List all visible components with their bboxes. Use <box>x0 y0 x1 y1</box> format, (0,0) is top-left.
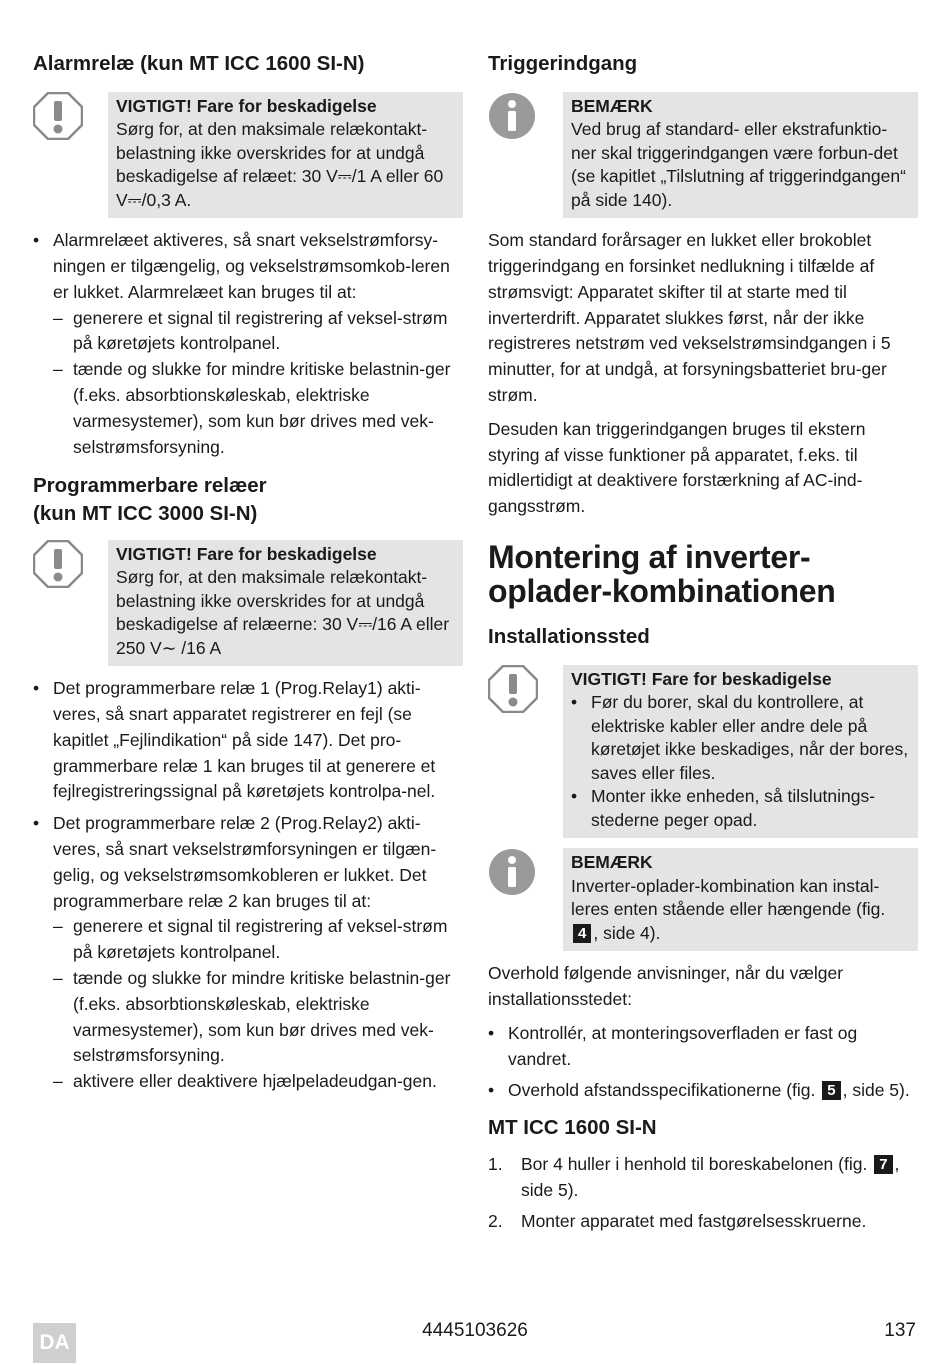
list-item: • Monter ikke enheden, så tilslutnings-stederne peger opad. <box>571 785 910 832</box>
note-head: BEMÆRK <box>571 95 653 116</box>
figure-badge: 5 <box>822 1081 840 1100</box>
warning-head: VIGTIGT! Fare for beskadigelse <box>116 95 377 116</box>
document-code: 4445103626 <box>422 1320 528 1341</box>
heading-programmerbare <box>33 472 463 527</box>
dash-item: – aktivere eller deaktivere hjælpeladeudgan-gen. <box>53 1069 463 1095</box>
heading-line: (kun MT ICC 3000 SI-N) <box>33 502 258 526</box>
warning-head: VIGTIGT! Fare for beskadigelse <box>571 668 832 689</box>
step-text-pre: Bor 4 huller i henhold til boreskabelonen (fig. <box>521 1153 868 1174</box>
step-text-post: , side 5). <box>521 1153 900 1200</box>
list-item: • Kontrollér, at monteringsoverfladen er fast og vandret. <box>488 1021 918 1073</box>
list-item <box>33 228 463 460</box>
step-number: 1. <box>488 1153 503 1174</box>
note-box <box>563 848 918 951</box>
paragraph: Overhold følgende anvisninger, når du vælger installationsstedet: <box>488 963 844 1009</box>
warning-notice-relay <box>33 92 463 219</box>
warning-box <box>108 92 463 219</box>
warning-box <box>563 665 918 839</box>
figure-badge: 7 <box>874 1155 892 1174</box>
info-icon <box>488 848 563 951</box>
list-item-text: Alarmrelæet aktiveres, så snart vekselstrømforsy-ningen er tilgængelig, og vekselstrømsomkob-leren er lukket. Alarmrelæet kan bruges til at: <box>53 230 450 302</box>
note-text: Ved brug af standard- eller ekstrafunktio-ner skal triggerindgangen være forbun-det (se kapitlet „Tilslutning af triggerindgangen“ på side 140). <box>571 119 906 210</box>
info-icon <box>488 92 563 219</box>
steps-list <box>488 1152 918 1235</box>
note-head: BEMÆRK <box>571 852 653 873</box>
heading-installationssted: Installationssted <box>488 625 650 649</box>
paragraph: Desuden kan triggerindgangen bruges til ekstern styring af visse funktioner på apparatet, f.eks. til midlertidigt at deaktivere forstærkning af AC-ind-gangsstrøm. <box>488 418 866 517</box>
list-item: • Det programmerbare relæ 1 (Prog.Relay1) akti-veres, så snart apparatet registrerer en fejl (se kapitlet „Fejlindikation“ på side 147). Det pro-grammerbare relæ 1 kan bruges til at generere et fejlregistreringssignal på køretøjets kontrolpa-nel. <box>33 676 463 805</box>
list-item <box>33 811 463 1095</box>
list-item-pre: Overhold afstandsspecifikationerne (fig. <box>508 1080 816 1101</box>
title-line: oplader-kombinationen <box>488 573 836 610</box>
list-item: • Før du borer, skal du kontrollere, at elektriske kabler eller andre dele på køretøjet ikke beskadiges, når der bores, saves eller files. <box>571 691 910 785</box>
warning-list <box>571 691 910 832</box>
list-item <box>488 1078 918 1104</box>
warning-notice-install <box>488 665 918 839</box>
install-bullet-list <box>488 1021 918 1104</box>
dash-item: – generere et signal til registrering af veksel-strøm på køretøjets kontrolpanel. <box>53 914 463 966</box>
dash-list <box>53 306 463 461</box>
right-column <box>488 50 918 1241</box>
note-box <box>563 92 918 219</box>
language-badge: DA <box>33 1323 76 1363</box>
warning-text: Sørg for, at den maksimale relækontakt-belastning ikke overskrides for at undgå beskadigelse af relæerne: 30 V⎓/16 A eller 250 V∼ /16 A <box>116 567 450 658</box>
dash-list <box>53 914 463 1095</box>
step-item <box>488 1152 918 1204</box>
figure-badge: 4 <box>573 924 591 943</box>
relay-bullet-list <box>33 676 463 1095</box>
list-item-text: Det programmerbare relæ 2 (Prog.Relay2) akti-veres, så snart vekselstrømforsyningen er tilgæn-gelig, og vekselstrømsomkobleren er lukket. Det programmerbare relæ 2 kan bruges til at: <box>53 813 437 911</box>
heading-model: MT ICC 1600 SI-N <box>488 1116 657 1140</box>
dash-item: – tænde og slukke for mindre kritiske belastnin-ger (f.eks. absorbtionskøleskab, elektriske varmesystemer), som kun bør drives med vek-selstrømsforsyning. <box>53 357 463 460</box>
alarm-bullet-list <box>33 228 463 460</box>
info-notice-mounting <box>488 848 918 951</box>
heading-alarmrelae: Alarmrelæ (kun MT ICC 1600 SI-N) <box>33 52 365 75</box>
step-number: 2. <box>488 1211 503 1232</box>
note-text <box>571 875 910 946</box>
list-item-post: , side 5). <box>842 1080 910 1101</box>
heading-line: Programmerbare relæer <box>33 474 267 498</box>
warning-head: VIGTIGT! Fare for beskadigelse <box>116 543 377 564</box>
dash-item: – tænde og slukke for mindre kritiske belastnin-ger (f.eks. absorbtionskøleskab, elektriske varmesystemer), som kun bør drives med vek-selstrømsforsyning. <box>53 966 463 1069</box>
heading-triggerindgang: Triggerindgang <box>488 52 638 75</box>
warning-notice-relays <box>33 540 463 667</box>
page-number: 137 <box>884 1320 916 1341</box>
info-notice-trigger <box>488 92 918 219</box>
warning-icon <box>33 540 108 667</box>
warning-box <box>108 540 463 667</box>
dash-item: – generere et signal til registrering af veksel-strøm på køretøjets kontrolpanel. <box>53 306 463 358</box>
note-text-post: , side 4). <box>593 922 661 943</box>
note-text-pre: Inverter-oplader-kombination kan instal-leres enten stående eller hængende (fig. <box>571 875 886 920</box>
section-title-montering <box>488 540 918 609</box>
warning-icon <box>488 665 563 839</box>
paragraph: Som standard forårsager en lukket eller brokoblet triggerindgang en forsinket nedlukning i tilfælde af strømsvigt: Apparatet skifter til at starte med til inverterdrift. Apparatet slukkes først, når der ikke registreres netstrøm ved vekselstrømsindgangen i 5 minutter, for at undgå, at forsyningsbatteriet bru-ger strøm. <box>488 230 891 405</box>
step-item <box>488 1209 918 1235</box>
left-column <box>33 50 463 1101</box>
title-line: Montering af inverter- <box>488 538 811 575</box>
warning-icon <box>33 92 108 219</box>
step-text: Monter apparatet med fastgørelsesskruerne. <box>521 1211 867 1232</box>
warning-text: Sørg for, at den maksimale relækontakt-belastning ikke overskrides for at undgå beskadigelse af relæet: 30 V⎓/1 A eller 60 V⎓/0,3 A. <box>116 119 444 210</box>
